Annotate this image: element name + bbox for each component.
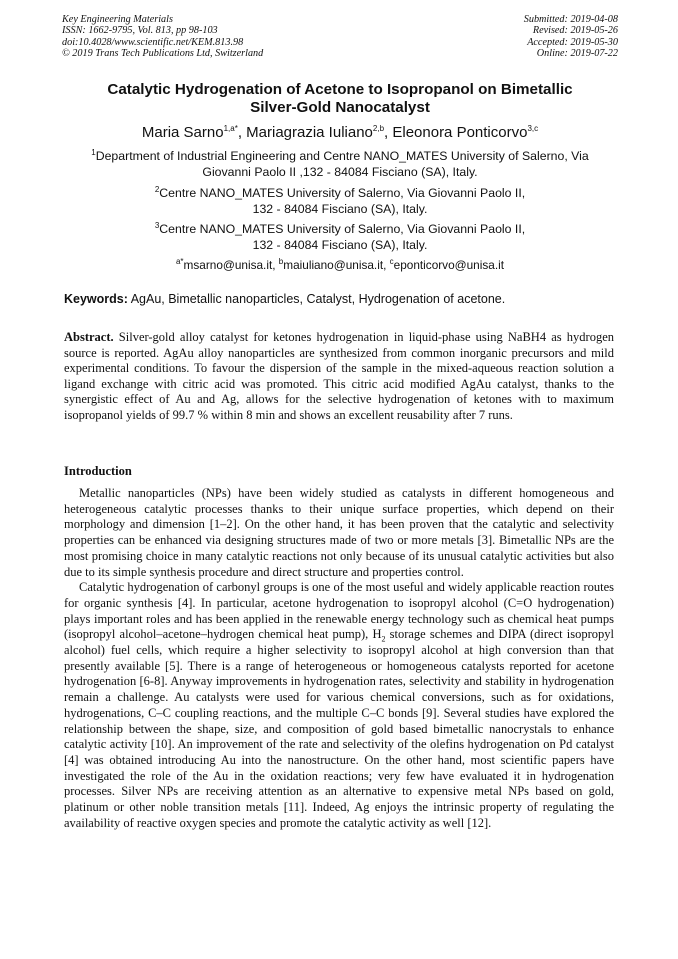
affiliation-line: Centre NANO_MATES University of Salerno, Via Giovanni Paolo II, (159, 186, 526, 200)
journal-copyright: © 2019 Trans Tech Publications Ltd, Switzerland (62, 48, 264, 60)
abstract (64, 330, 614, 424)
affiliation-line: Centre NANO_MATES University of Salerno, Via Giovanni Paolo II, (159, 222, 526, 236)
author-affiliation-mark: 2,b (372, 124, 385, 133)
abstract-label: Abstract. (64, 330, 114, 344)
affiliation-line: 132 - 84084 Fisciano (SA), Italy. (252, 237, 428, 252)
subscript: 2 (381, 634, 386, 644)
author-name: Mariagrazia Iuliano (246, 124, 373, 141)
affiliation-line: Giovanni Paolo II ,132 - 84084 Fisciano (SA), Italy. (202, 164, 478, 179)
paragraph (64, 580, 614, 831)
author-affiliation-mark: 1,a* (223, 124, 238, 133)
journal-doi: doi:10.4028/www.scientific.net/KEM.813.98 (62, 36, 244, 48)
keywords-text: AgAu, Bimetallic nanoparticles, Catalyst, Hydrogenation of acetone. (127, 292, 506, 306)
affiliation-mark: 2 (154, 184, 160, 194)
introduction-body (64, 486, 614, 831)
paragraph: Metallic nanoparticles (NPs) have been widely studied as catalysts in different homogeneous and heterogeneous catalytic processes thanks to their unique surface properties, which depend on their morphology and dimension [1–2]. On the other hand, it has been proven that the catalytic and selectivity properties can be enhanced via designing structures made of two or more metals [3]. Bimetallic NPs are the most promising choice in many catalytic reactions not only because of its unusual catalytic activities but also due to its simple synthesis procedure and direct structure and properties control. (64, 486, 614, 579)
affiliation-line: 132 - 84084 Fisciano (SA), Italy. (252, 201, 428, 216)
email-address: eponticorvo@unisa.it (393, 258, 504, 272)
email-mark: c (389, 257, 394, 267)
author-name: Maria Sarno (141, 124, 224, 141)
affiliation-line: Department of Industrial Engineering and Centre NANO_MATES University of Salerno, Via (95, 149, 589, 163)
email-address: msarno@unisa.it, (183, 258, 279, 272)
author-list (62, 124, 618, 142)
paper-title-line: Silver-Gold Nanocatalyst (250, 99, 430, 116)
journal-name: Key Engineering Materials (62, 14, 173, 25)
affiliation-mark: 1 (91, 147, 96, 157)
email-mark: a* (175, 257, 184, 267)
abstract-text: Silver-gold alloy catalyst for ketones hydrogenation in liquid-phase using NaBH4 as hydrogen source is reported. AgAu alloy nanoparticles are synthesized from common inorganic precursors and mild experimental conditions. To favour the dispersion of the sample in the mixed-aqueous reaction solution a ligand exchange with citric acid was promoted. This citric acid modified AgAu catalyst, thanks to the synergistic effect of Au and Ag, allows for the selective hydrogenation of ketones with to maximum isopropanol yields of 99.7 % within 8 min and shows an excellent reusability after 7 runs. (64, 330, 614, 422)
affiliation (62, 222, 618, 253)
date-revised: Revised: 2019-05-26 (532, 25, 618, 37)
paragraph-text: Catalytic hydrogenation of carbonyl groups is one of the most useful and widely applicable reaction routes for organic synthesis [4]. In particular, acetone hydrogenation to isopropyl alcohol (C=O hydrogenation) plays important roles and has been applied in the renewable energy technology such as chemical heat pumps (isopropyl alcohol–acetone–hydrogen chemical heat pump), H (64, 580, 614, 642)
keywords (64, 292, 616, 307)
paper-title (62, 81, 618, 117)
affiliation (62, 186, 618, 217)
email-mark: b (278, 257, 284, 267)
author-affiliation-mark: 3,c (527, 124, 539, 133)
keywords-label: Keywords: (64, 292, 128, 306)
journal-info (62, 14, 263, 60)
author-emails (62, 258, 618, 273)
publication-dates (524, 14, 618, 60)
author-separator: , (237, 124, 247, 141)
affiliation (62, 149, 618, 180)
email-address: maiuliano@unisa.it, (283, 258, 390, 272)
paper-title-line: Catalytic Hydrogenation of Acetone to Isopropanol on Bimetallic (107, 81, 573, 98)
affiliation-mark: 3 (154, 220, 160, 230)
author-name: Eleonora Ponticorvo (392, 124, 528, 141)
section-heading: Introduction (64, 464, 132, 478)
date-submitted: Submitted: 2019-04-08 (523, 14, 618, 25)
date-online: Online: 2019-07-22 (536, 48, 618, 60)
paragraph-text: storage schemes and DIPA (direct isopropyl alcohol) fuel cells, which require a higher selectivity to isopropyl alcohol at high conversion than that presently available [5]. There is a range of heterogeneous or homogeneous catalysts reported for acetone hydrogenation [6-8]. Anyway improvements in hydrogenation rates, selectivity and stability in hydrogenation remain a challenge. Au catalysts were used for various chemical conversions, such as for oxidations, hydrogenations, C–C coupling reactions, and the multiple C–C bonds [9]. Several studies have explored the relationship between the shape, size, and composition of gold based bimetallic nanocrystals to enhance catalytic activity [10]. An improvement of the rate and selectivity of the olefins hydrogenation on Pd catalyst [4] was obtained introducing Au into the nanostructure. On the other hand, most scientific papers have investigated the role of the Au in the oxidation reactions; very few have evaluated it in hydrogenation processes. Silver NPs are receiving attention as an alternative to expensive metal NPs based on gold, platinum or other noble transition metals [11]. Indeed, Ag enjoys the intrinsic property of regulating the availability of reactive oxygen species and promote the catalytic activity as well [12]. (64, 627, 614, 830)
journal-issn: ISSN: 1662-9795, Vol. 813, pp 98-103 (62, 25, 218, 37)
date-accepted: Accepted: 2019-05-30 (527, 36, 618, 48)
author-separator: , (384, 124, 393, 141)
